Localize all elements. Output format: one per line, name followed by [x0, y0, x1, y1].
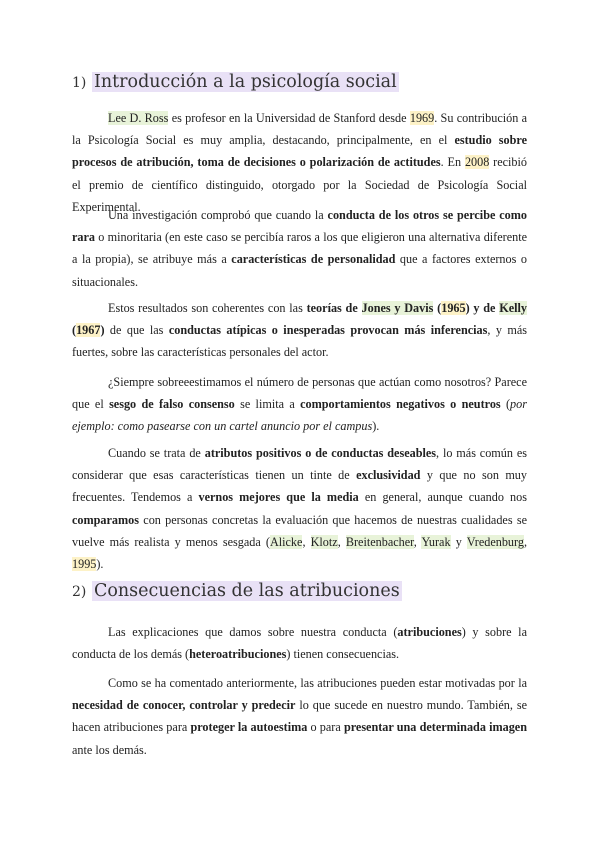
bold-phrase: (: [72, 323, 77, 338]
section-1-paragraph-5: [72, 442, 527, 575]
author-name: Alicke: [269, 534, 303, 549]
text-run: , y más fuertes, sobre las características personales del actor.: [72, 323, 527, 360]
bold-phrase: atributos positivos o de conductas deseables: [204, 446, 437, 460]
section-1-heading: [72, 72, 399, 92]
text-run: que a factores externos o situacionales.: [72, 252, 527, 289]
text-run: con personas concretas la evaluación que hacemos de nuestras cualidades se vuelve más realista y menos sesgada (: [72, 512, 527, 549]
text-run: ,: [337, 534, 346, 549]
section-2-paragraph-1: [72, 621, 527, 665]
text-run: ,: [523, 534, 527, 549]
bold-phrase: ) y de: [465, 301, 500, 315]
text-run: lo que sucede en nuestro mundo. También, se hacen atribuciones para: [72, 698, 527, 735]
text-run: recibió el premio de científico distinguido, otorgado por la Sociedad de Psicología Social Experimental.: [72, 155, 528, 214]
text-run: o minoritaria (en este caso se percibía raros a los que eligieron una alternativa diferente a la propia), se atribuye más a: [72, 230, 527, 267]
section-2-title: Consecuencias de las atribuciones: [93, 581, 400, 601]
bold-phrase: características de personalidad: [231, 252, 396, 267]
text-run: en general, aunque cuando nos: [358, 490, 527, 505]
year: 1965: [441, 301, 466, 315]
bold-phrase: sesgo de falso consenso: [109, 397, 235, 412]
bold-phrase: conducta de los otros se percibe como rara: [72, 208, 528, 245]
author-name: Yurak: [421, 534, 451, 549]
section-1-paragraph-1: [72, 107, 527, 218]
text-run: es profesor en la Universidad de Stanford desde: [168, 111, 410, 125]
person-name: Jones y Davis: [361, 301, 434, 315]
text-run: . Su contribución a la Psicología Social es muy amplia, destacando, principalmente, en el: [72, 111, 528, 148]
bold-phrase: atribuciones: [397, 625, 462, 639]
text-run: Como se ha comentado anteriormente, las atribuciones pueden estar motivadas por la: [108, 676, 527, 690]
person-name: Lee D. Ross: [108, 111, 169, 125]
text-run: (: [500, 397, 511, 412]
text-run: de que las: [104, 323, 169, 338]
text-run: ,: [413, 534, 422, 549]
bold-phrase: exclusividad: [356, 468, 421, 483]
person-name: Kelly: [499, 301, 527, 315]
section-1-number: 1): [72, 75, 87, 91]
author-name: Klotz: [310, 534, 338, 549]
text-run: y que no son muy frecuentes. Tendemos a: [72, 468, 527, 505]
year: 1967: [76, 323, 101, 338]
section-1-paragraph-4: [72, 371, 527, 438]
text-run: Una investigación comprobó que cuando la: [108, 208, 328, 222]
bold-phrase: proteger la autoestima: [190, 720, 308, 735]
text-run: o para: [307, 720, 344, 735]
section-1-paragraph-3: [72, 297, 527, 364]
bold-phrase: comparamos: [72, 512, 140, 527]
text-run: Cuando se trata de: [108, 446, 205, 460]
text-run: ) y sobre la conducta de los demás (: [72, 625, 527, 662]
text-run: y: [450, 534, 467, 549]
year: 2008: [464, 155, 490, 170]
section-1-title: Introducción a la psicología social: [93, 72, 397, 92]
year: 1995: [72, 557, 97, 572]
text-run: se limita a: [234, 397, 301, 412]
bold-phrase: teorías de: [306, 301, 362, 315]
author-name: Breitenbacher: [345, 534, 414, 549]
bold-phrase: comportamientos negativos o neutros: [300, 397, 501, 412]
text-run: ).: [96, 557, 104, 572]
bold-phrase: (: [433, 301, 442, 315]
text-run: , lo más común es considerar que esas características tienen un tinte de: [72, 446, 528, 483]
text-run: ¿Siempre sobreeestimamos el número de personas que actúan como nosotros? Parece que el: [72, 375, 527, 412]
year: 1969: [409, 111, 435, 125]
text-run: Estos resultados son coherentes con las: [108, 301, 307, 315]
bold-phrase: conductas atípicas o inesperadas provocan más inferencias: [168, 323, 488, 338]
text-run: ante los demás.: [72, 742, 147, 757]
bold-phrase: presentar una determinada imagen: [343, 720, 527, 735]
author-name: Vredenburg: [466, 534, 524, 549]
section-2-heading: [72, 581, 402, 601]
section-2-number: 2): [72, 584, 87, 600]
bold-phrase: ): [100, 323, 105, 338]
text-run: . En: [440, 155, 465, 170]
text-run: Las explicaciones que damos sobre nuestra conducta (: [108, 625, 398, 639]
section-2-paragraph-2: [72, 672, 527, 761]
text-run: ) tienen consecuencias.: [286, 647, 400, 662]
text-run: ).: [372, 419, 380, 434]
bold-phrase: estudio sobre procesos de atribución, toma de decisiones o polarización de actitudes: [72, 133, 527, 170]
text-run: ,: [302, 534, 311, 549]
italic-example: por ejemplo: como pasearse con un cartel anuncio por el campus: [72, 397, 527, 434]
bold-phrase: necesidad de conocer, controlar y predecir: [72, 698, 296, 713]
section-1-paragraph-2: [72, 204, 527, 293]
bold-phrase: heteroatribuciones: [189, 647, 287, 662]
bold-phrase: vernos mejores que la media: [198, 490, 359, 505]
